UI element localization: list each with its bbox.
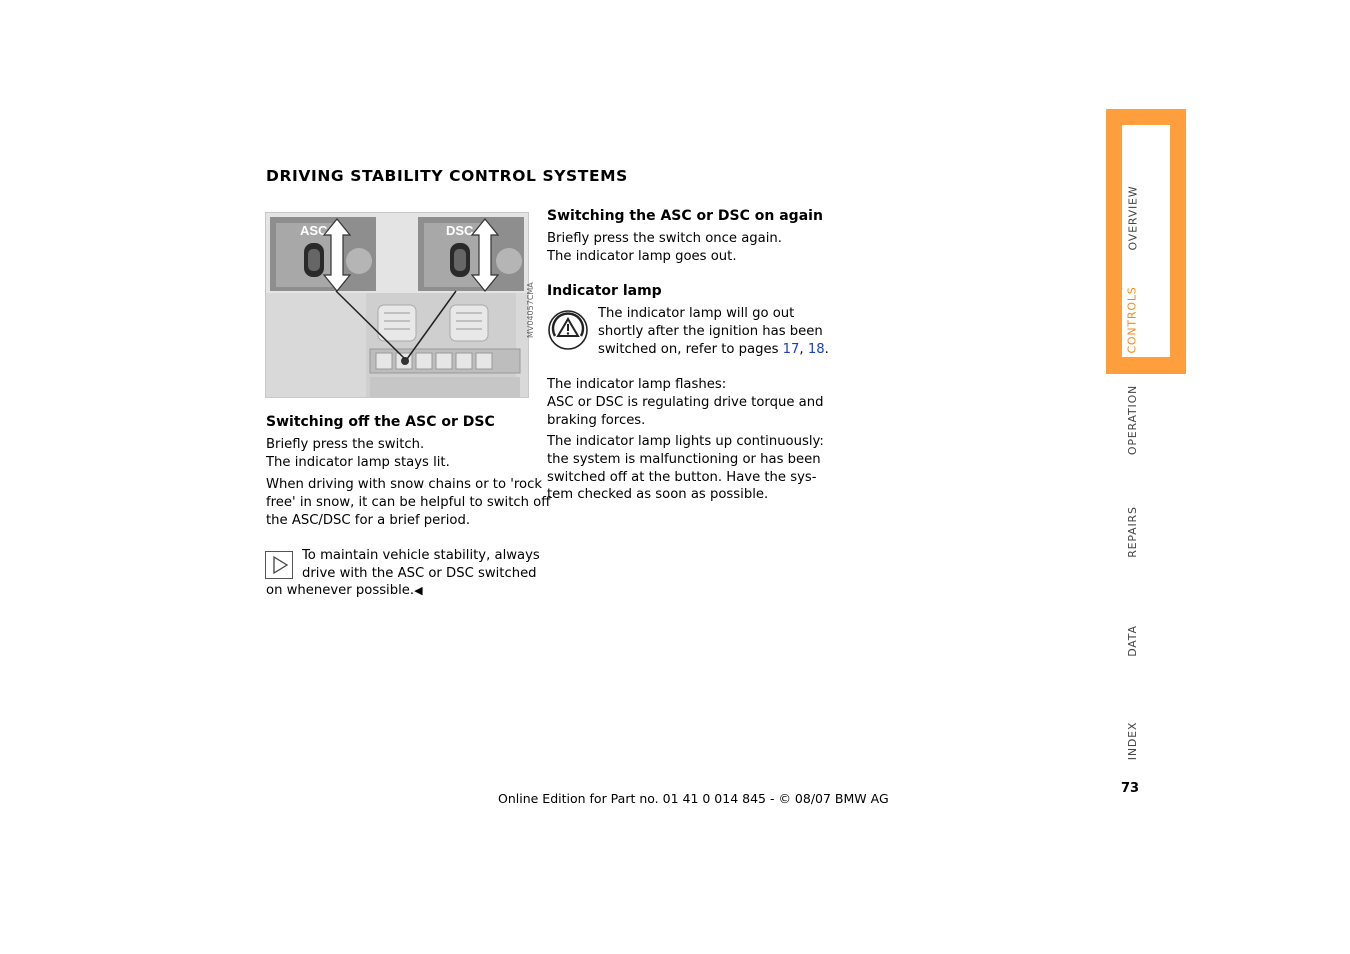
asc-switch-label: ASC <box>300 223 328 238</box>
text-line: shortly after the ignition has been <box>598 323 823 339</box>
text-line: The indicator lamp goes out. <box>547 248 737 264</box>
figure-code: MV04057CMA <box>526 282 535 338</box>
tab-index-label: INDEX <box>1126 721 1139 761</box>
dashboard-switch-illustration <box>265 212 529 398</box>
switch-on-heading: Switching the ASC or DSC on again <box>547 208 823 224</box>
tab-operation-label: OPERATION <box>1125 384 1139 456</box>
tab-data[interactable] <box>1084 625 1184 657</box>
switch-on-steps <box>547 230 782 266</box>
text-line: The indicator lamp stays lit. <box>266 454 450 470</box>
footer-text: Online Edition for Part no. 01 41 0 014 845 - © 08/07 BMW AG <box>498 791 889 806</box>
switch-off-heading: Switching off the ASC or DSC <box>266 414 495 430</box>
indicator-lamp-heading: Indicator lamp <box>547 283 662 299</box>
switch-off-steps <box>266 436 450 472</box>
text-line: the ASC/DSC for a brief period. <box>266 512 471 528</box>
end-mark-icon: ◀ <box>414 584 423 597</box>
flash-paragraph <box>547 376 823 429</box>
text-line: Briefly press the switch once again. <box>547 231 782 246</box>
tab-controls[interactable] <box>1084 286 1184 354</box>
text-fragment: switched on, refer to pages <box>598 341 783 357</box>
tab-repairs-label: REPAIRS <box>1126 506 1139 558</box>
text-line: free' in snow, it can be helpful to switch off <box>266 494 551 510</box>
text-fragment: . <box>824 341 829 357</box>
snow-chains-paragraph <box>266 476 550 529</box>
note-text-bottom <box>266 582 423 600</box>
continuous-paragraph <box>547 433 824 504</box>
text-line: To maintain vehicle stability, always <box>302 548 540 563</box>
stability-warning-icon <box>547 309 589 351</box>
note-text-top <box>302 547 540 583</box>
tab-overview-label: OVERVIEW <box>1125 185 1139 251</box>
tab-overview[interactable] <box>1084 185 1184 251</box>
text-line: switched off at the button. Have the sys- <box>547 469 817 485</box>
text-line: When driving with snow chains or to 'rock <box>266 477 542 492</box>
text-line: tem checked as soon as possible. <box>547 487 769 503</box>
dsc-switch-label: DSC <box>446 223 474 238</box>
indicator-lamp-text <box>598 305 829 358</box>
note-arrow-icon <box>265 551 293 579</box>
console-drawing <box>266 213 528 397</box>
text-line: drive with the ASC or DSC switched <box>302 565 537 581</box>
page-number: 73 <box>1121 781 1140 796</box>
page-link-17[interactable]: 17 <box>782 341 800 357</box>
tab-index[interactable] <box>1084 721 1184 761</box>
text-line: The indicator lamp will go out <box>598 306 795 321</box>
text-line: braking forces. <box>547 412 646 428</box>
text-line: the system is malfunctioning or has been <box>547 451 821 467</box>
text-line-with-links <box>598 341 829 359</box>
text-line: ASC or DSC is regulating drive torque and <box>547 394 824 410</box>
text-fragment: , <box>799 341 808 357</box>
text-line: Briefly press the switch. <box>266 437 425 452</box>
text-line: The indicator lamp flashes: <box>547 377 727 392</box>
section-title: DRIVING STABILITY CONTROL SYSTEMS <box>266 167 628 185</box>
tab-operation[interactable] <box>1084 384 1184 456</box>
tab-repairs[interactable] <box>1084 506 1184 558</box>
page-link-18[interactable]: 18 <box>807 341 825 357</box>
text-line: The indicator lamp lights up continuously: <box>547 434 824 449</box>
text-line: on whenever possible. <box>266 583 415 598</box>
tab-data-label: DATA <box>1125 625 1139 657</box>
tab-controls-label: CONTROLS <box>1125 286 1139 354</box>
